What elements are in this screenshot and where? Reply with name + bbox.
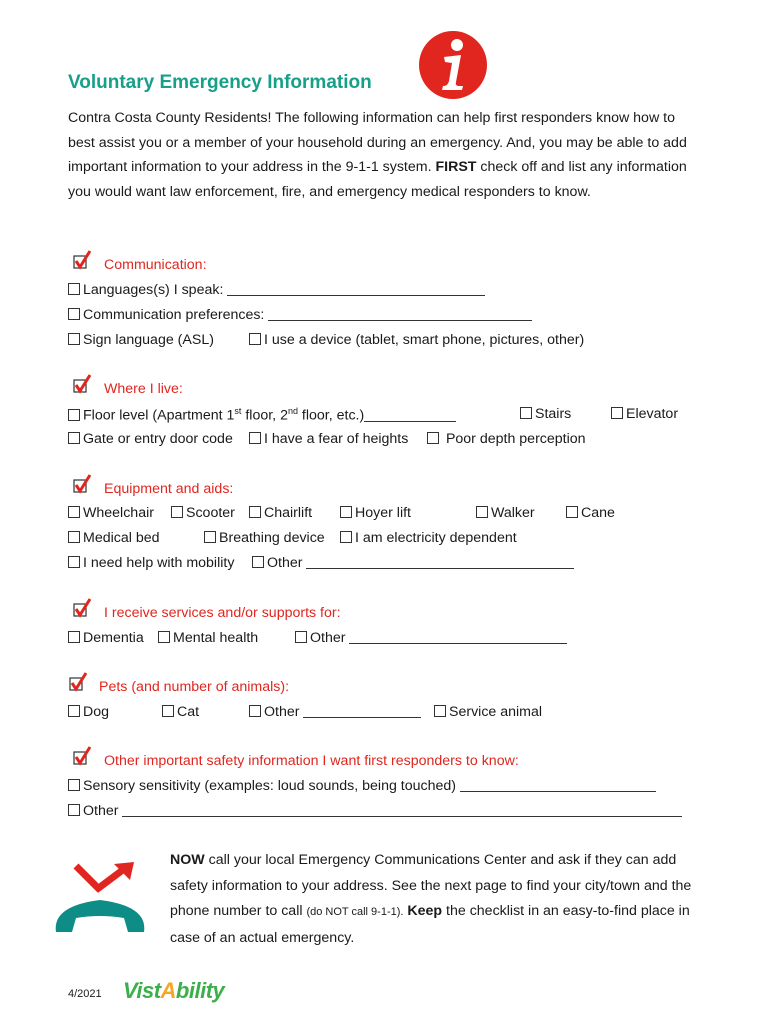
checkbox[interactable] (252, 556, 264, 568)
breathing-label: Breathing device (219, 530, 325, 546)
checkbox[interactable] (68, 631, 80, 643)
now-text-2: the checklist in an easy-to-find place in case of an actual emergency. (170, 903, 690, 946)
logo-part: Vist (123, 978, 161, 1003)
sensory-row[interactable] (68, 778, 656, 794)
checkbox[interactable] (68, 333, 80, 345)
now-small: (do NOT call 9-1-1). (306, 906, 404, 918)
call-instructions (170, 848, 715, 951)
device-label: I use a device (tablet, smart phone, pictures, other) (264, 332, 585, 348)
section-heading-equipment: Equipment and aids: (104, 481, 234, 497)
checkbox[interactable] (68, 556, 80, 568)
hoyer-label: Hoyer lift (355, 505, 411, 521)
asl-option[interactable] (68, 332, 214, 348)
floor-row[interactable] (68, 406, 456, 424)
checkmark-icon[interactable] (68, 672, 90, 694)
floor-label-2: floor, 2 (241, 407, 288, 424)
checkmark-icon[interactable] (72, 598, 94, 620)
now-text: call your local Emergency Communications Center and ask if they can add safety information to your address. See the next page to find your city/town and the phone number to call (170, 852, 692, 919)
sensory-input[interactable] (460, 779, 656, 792)
intro-paragraph (68, 106, 698, 204)
elevator-option[interactable] (611, 406, 678, 422)
pets-other-row[interactable] (249, 704, 421, 720)
checkbox[interactable] (68, 779, 80, 791)
pets-other-label: Other (264, 704, 300, 720)
medbed-label: Medical bed (83, 530, 160, 546)
equipment-other-input[interactable] (306, 556, 574, 569)
depth-label: Poor depth perception (442, 431, 586, 447)
safety-other-input[interactable] (122, 804, 682, 817)
checkbox[interactable] (68, 308, 80, 320)
equipment-other-row[interactable] (252, 555, 574, 571)
section-heading-services: I receive services and/or supports for: (104, 605, 341, 621)
service-animal-label: Service animal (449, 704, 543, 720)
floor-label: Floor level (Apartment 1 (83, 407, 235, 424)
scooter-option[interactable] (171, 505, 235, 521)
service-animal-option[interactable] (434, 704, 542, 720)
logo-part-a: A (160, 978, 176, 1003)
checkbox[interactable] (204, 531, 216, 543)
checkbox[interactable] (566, 506, 578, 518)
intro-text: Contra Costa County Residents! The following information can help first responders know how to best assist you or a member of your household during an emergency. And, you may be able to add important information to your address in the 9-1-1 system. (68, 110, 687, 175)
depth-option[interactable] (427, 431, 586, 447)
floor-input[interactable] (364, 409, 456, 422)
now-bold: NOW (170, 852, 205, 868)
checkbox[interactable] (158, 631, 170, 643)
breathing-option[interactable] (204, 530, 325, 546)
mobility-label: I need help with mobility (83, 555, 235, 571)
checkbox[interactable] (68, 531, 80, 543)
mobility-option[interactable] (68, 555, 234, 571)
checkbox[interactable] (68, 705, 80, 717)
stairs-option[interactable] (520, 406, 571, 422)
asl-label: Sign language (ASL) (83, 332, 214, 348)
pets-other-input[interactable] (303, 705, 421, 718)
medbed-option[interactable] (68, 530, 160, 546)
sensory-label: Sensory sensitivity (examples: loud sounds, being touched) (83, 778, 457, 794)
mental-option[interactable] (158, 630, 258, 646)
services-other-row[interactable] (295, 630, 567, 646)
checkbox[interactable] (68, 432, 80, 444)
info-icon (418, 30, 488, 100)
chairlift-option[interactable] (249, 505, 312, 521)
floor-sup-2: nd (287, 406, 298, 416)
hoyer-option[interactable] (340, 505, 411, 521)
preferences-input[interactable] (268, 308, 532, 321)
heights-label: I have a fear of heights (264, 431, 409, 447)
section-heading-pets: Pets (and number of animals): (99, 679, 290, 695)
checkbox[interactable] (249, 705, 261, 717)
checkbox[interactable] (476, 506, 488, 518)
checkbox[interactable] (68, 409, 80, 421)
revision-date: 4/2021 (68, 988, 102, 1000)
mental-label: Mental health (173, 630, 259, 646)
phone-call-icon (48, 860, 153, 940)
cane-label: Cane (581, 505, 615, 521)
checkbox[interactable] (427, 432, 439, 444)
intro-bold: FIRST (435, 159, 477, 175)
checkbox[interactable] (434, 705, 446, 717)
section-heading-safety: Other important safety information I want first responders to know: (104, 753, 519, 769)
floor-label-3: floor, etc.) (297, 407, 365, 424)
dementia-option[interactable] (68, 630, 144, 646)
heights-option[interactable] (249, 431, 408, 447)
preferences-label: Communication preferences: (83, 307, 265, 323)
walker-option[interactable] (476, 505, 535, 521)
gate-label: Gate or entry door code (83, 431, 233, 447)
checkbox[interactable] (68, 804, 80, 816)
keep-bold: Keep (403, 903, 443, 919)
dog-option[interactable] (68, 704, 109, 720)
equipment-other-label: Other (267, 555, 303, 571)
section-heading-communication: Communication: (104, 257, 207, 273)
logo-part-c: bility (175, 978, 225, 1003)
floor-sup: st (234, 406, 242, 416)
stairs-label: Stairs (535, 406, 572, 422)
wheelchair-option[interactable] (68, 505, 154, 521)
checkbox[interactable] (249, 506, 261, 518)
safety-other-row[interactable] (68, 803, 682, 819)
languages-input[interactable] (227, 283, 485, 296)
checkbox[interactable] (340, 531, 352, 543)
checkmark-icon[interactable] (72, 474, 94, 496)
device-option[interactable] (249, 332, 584, 348)
cat-option[interactable] (162, 704, 199, 720)
checkbox[interactable] (68, 283, 80, 295)
languages-row (68, 282, 485, 298)
intro-text-2: check off and list any information you would want law enforcement, fire, and emergency medical responders to know. (68, 159, 687, 200)
services-other-label: Other (310, 630, 346, 646)
preferences-row (68, 307, 532, 323)
walker-label: Walker (491, 505, 535, 521)
electricity-option[interactable] (340, 530, 517, 546)
safety-other-label: Other (83, 803, 119, 819)
page-title: Voluntary Emergency Information (68, 72, 372, 93)
checkmark-icon[interactable] (72, 250, 94, 272)
checkbox[interactable] (162, 705, 174, 717)
checkbox[interactable] (520, 407, 532, 419)
checkbox[interactable] (68, 506, 80, 518)
wheelchair-label: Wheelchair (83, 505, 154, 521)
checkbox[interactable] (249, 432, 261, 444)
scooter-label: Scooter (186, 505, 235, 521)
electricity-label: I am electricity dependent (355, 530, 517, 546)
dementia-label: Dementia (83, 630, 144, 646)
checkmark-icon[interactable] (72, 746, 94, 768)
checkbox[interactable] (611, 407, 623, 419)
cane-option[interactable] (566, 505, 615, 521)
checkbox[interactable] (295, 631, 307, 643)
checkbox[interactable] (249, 333, 261, 345)
chairlift-label: Chairlift (264, 505, 313, 521)
visitability-logo (123, 978, 224, 1004)
section-heading-where: Where I live: (104, 381, 183, 397)
services-other-input[interactable] (349, 631, 567, 644)
elevator-label: Elevator (626, 406, 679, 422)
gate-option[interactable] (68, 431, 233, 447)
checkmark-icon[interactable] (72, 374, 94, 396)
checkbox[interactable] (340, 506, 352, 518)
checkbox[interactable] (171, 506, 183, 518)
dog-label: Dog (83, 704, 110, 720)
cat-label: Cat (177, 704, 200, 720)
languages-label: Languages(s) I speak: (83, 282, 224, 298)
